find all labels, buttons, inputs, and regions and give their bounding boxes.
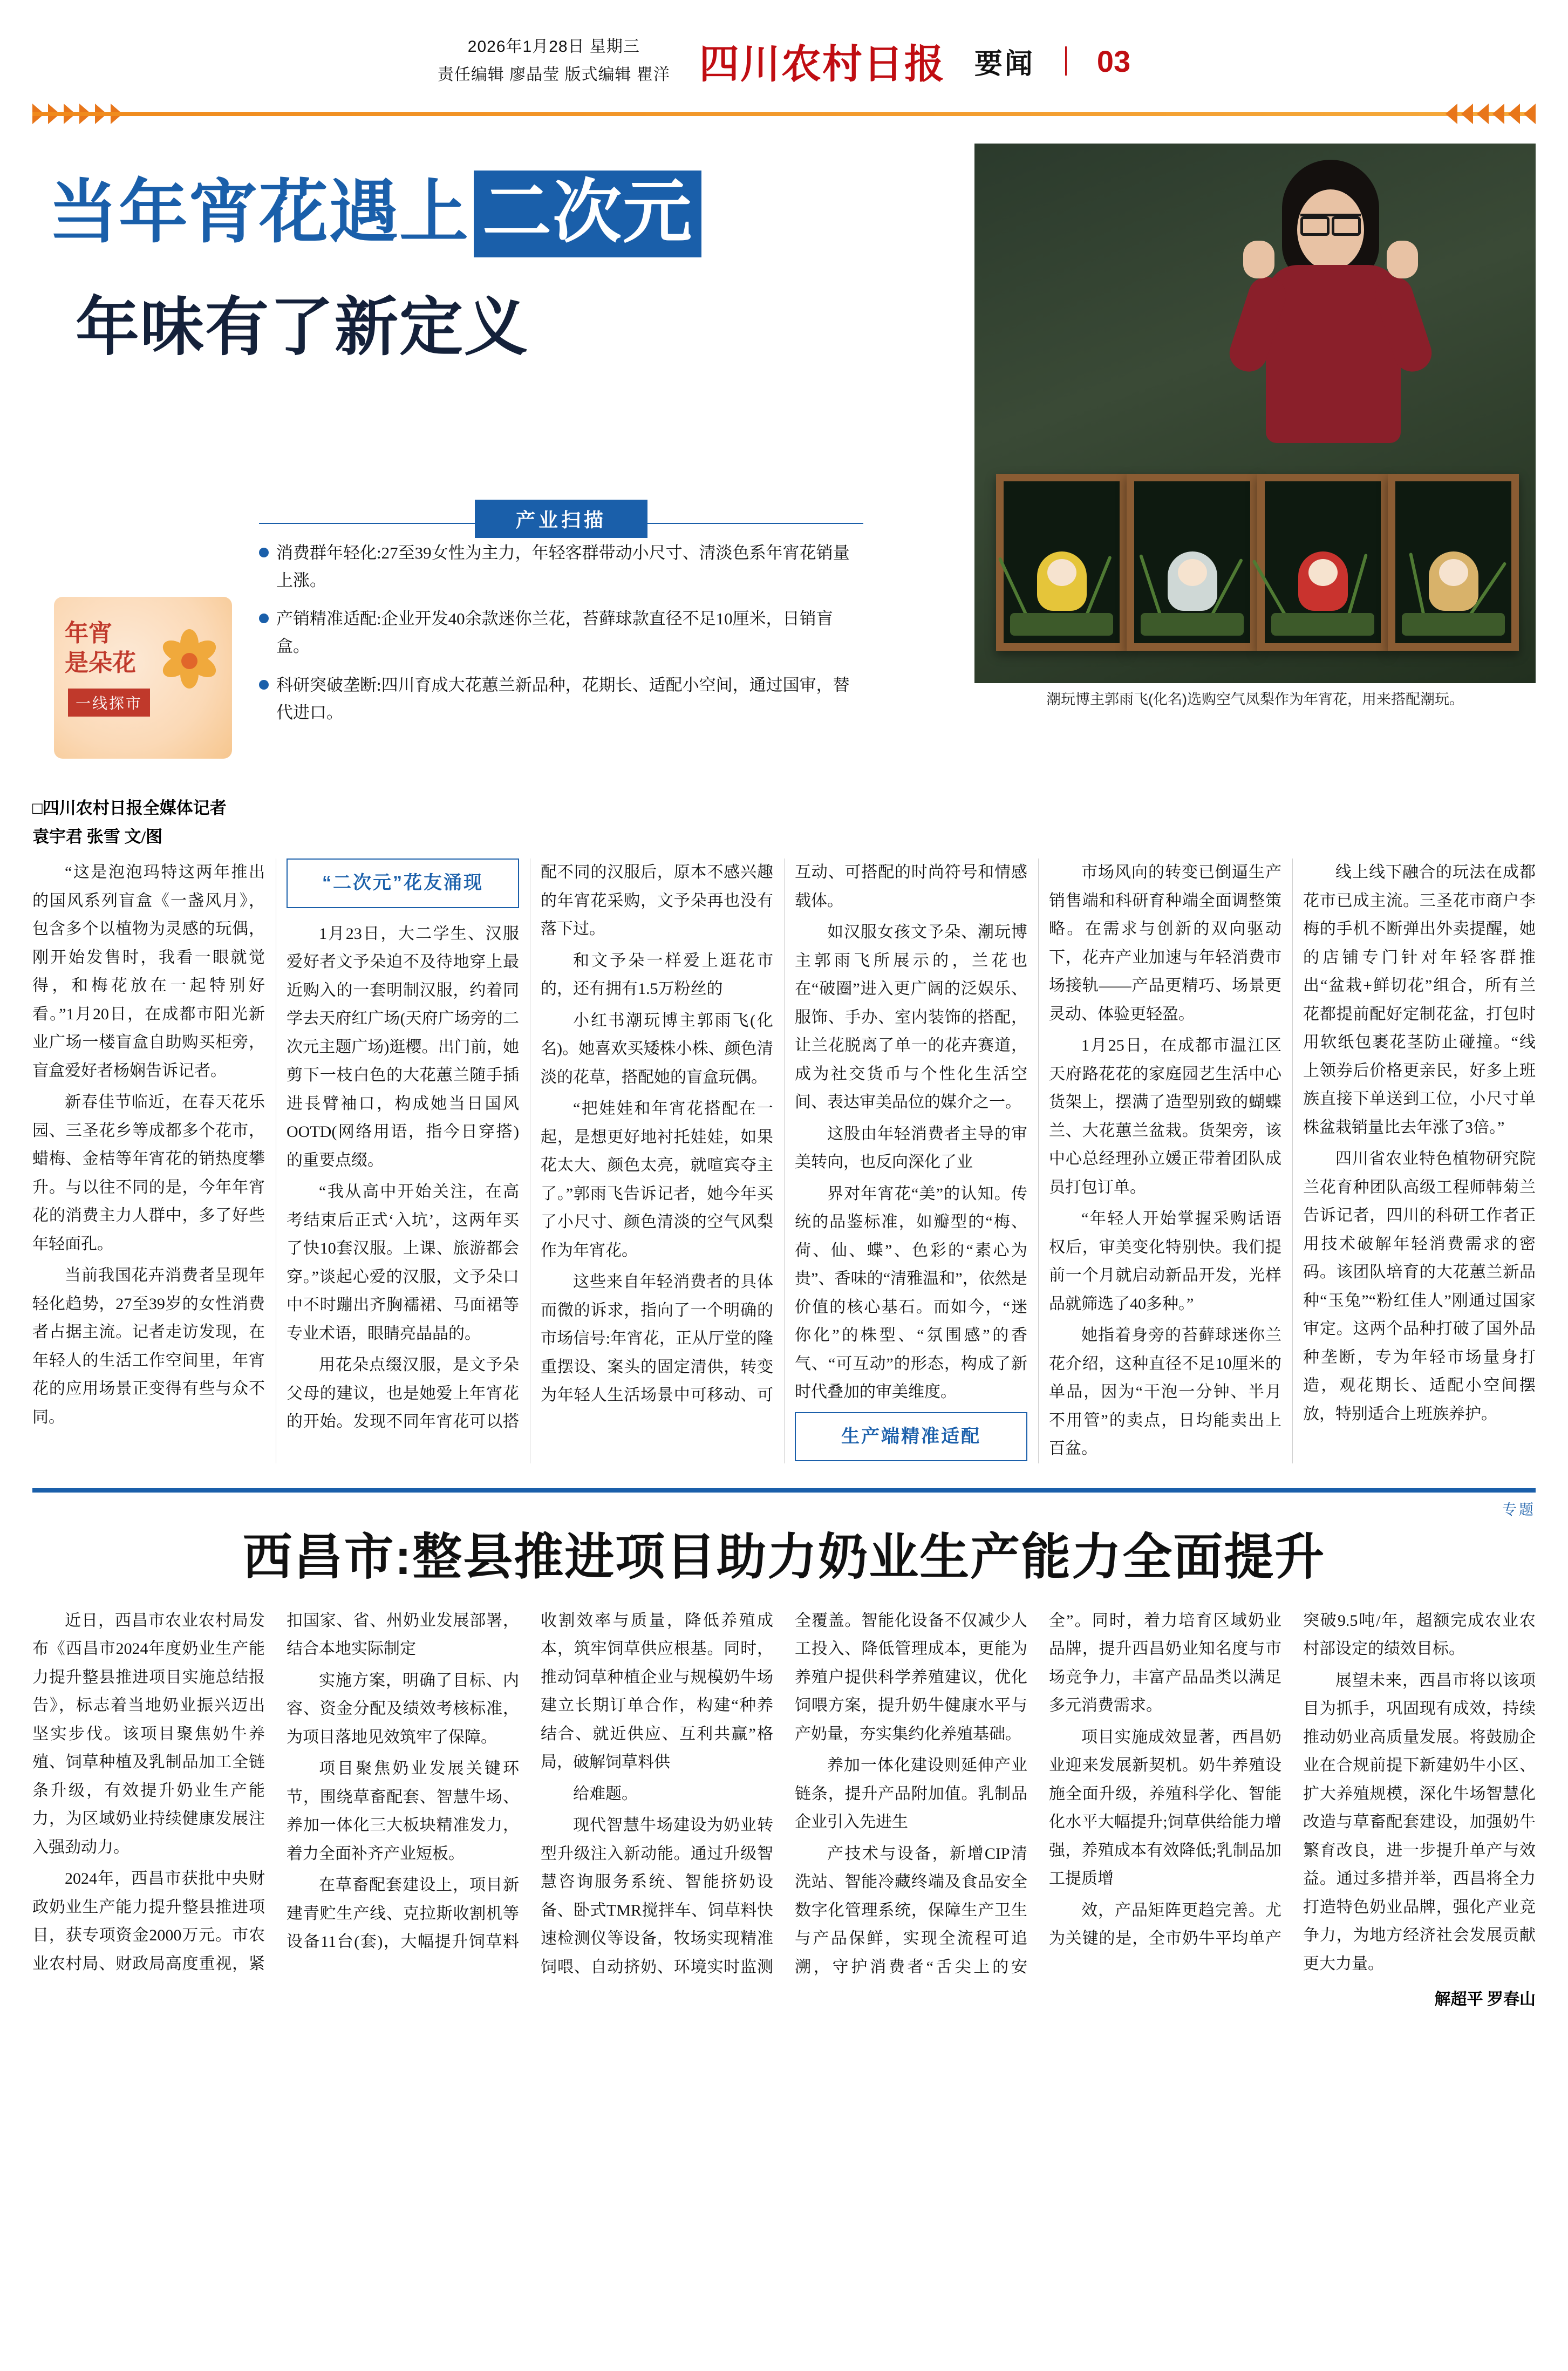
paragraph: 养加一体化建设则延伸产业链条，提升产品附加值。乳制品企业引入先进生	[795, 1756, 1027, 1831]
plant-frame	[1127, 474, 1258, 651]
headline-line-2: 年味有了新定义	[76, 292, 529, 364]
badge-title: 年宵 是朵花	[65, 620, 136, 676]
paragraph: 当前我国花卉消费者呈现年轻化趋势，27至39岁的女性消费者占据主流。记者走访发现，在年轻人的生活工作空间里，年宵花的应用场景正变得有些与众不同。	[32, 1266, 265, 1426]
paragraph: 线上线下融合的玩法在成都花市已成主流。三圣花市商户李梅的手机不断弹出外卖提醒，她的店铺专门针对年轻客群推出“盆栽+鲜切花”组合，所有兰花都提前配好定制花盆，打包时用软纸包裹花茎防止碰撞。“线上领券后价格更亲民，好多上班族直接下单送到工位，小尺寸单株盆栽销量比去年涨了3倍。”	[1303, 863, 1536, 1136]
paragraph: 产技术与设备，新增CIP清洗站、智能冷藏终端及食品安全数字化管理系统，保障生产卫生与产品保鲜，实现全流程可追溯，守护消费者“舌尖上的安全”。同时，着力培育区域奶业品牌，提升西昌奶业知名度与市场竞争力，丰富产品品类以满足多元消费需求。	[795, 1611, 1281, 1976]
paragraph: 实施方案，明确了目标、内容、资金分配及绩效考核标准，为项目落地见效筑牢了保障。	[287, 1671, 519, 1746]
person-figure	[1233, 160, 1428, 440]
paragraph: 用花朵点缀汉服，是文予朵父母的建议，也是她爱上年宵花的开始。发现不同年宵花可以搭配不同的汉服后，原本不感兴趣的年宵花采购，文予朵再也没有落下过。	[287, 863, 773, 1431]
paragraph: “这是泡泡玛特这两年推出的国风系列盲盒《一盏风月》，包含多个以植物为灵感的玩偶，刚开始发售时，我看一眼就觉得，和梅花放在一起特别好看。”1月20日，在成都市阳光新业广场一楼盲盒自助购买柜旁，盲盒爱好者杨娴告诉记者。	[32, 863, 265, 1080]
paragraph: 界对年宵花“美”的认知。传统的品鉴标准，如瓣型的“梅、荷、仙、蝶”、色彩的“素心为贵”、香味的“清雅温和”，依然是价值的核心基石。而如今，“迷你化”的株型、“氛围感”的香气、“可互动”的形态，构成了新时代叠加的审美维度。	[795, 1184, 1027, 1401]
plant-frame	[996, 474, 1127, 651]
list-item	[259, 671, 863, 726]
plant-frame	[1257, 474, 1388, 651]
byline	[32, 794, 1536, 851]
paragraph: 2024年，西昌市获批中央财政奶业生产能力提升整县推进项目，获专项资金2000万元。市农业农村局、财政局高度重视，紧扣国家、省、州奶业发展部署，结合本地实际制定	[32, 1611, 519, 1973]
paragraph: 和文予朵一样爱上逛花市的，还有拥有1.5万粉丝的	[541, 951, 773, 998]
paragraph: 四川省农业特色植物研究院兰花育种团队高级工程师韩菊兰告诉记者，四川的科研工作者正用技术破解年轻消费需求的密码。该团队培育的大花蕙兰新品种“玉兔”“粉红佳人”刚通过国家审定。这两个品种打破了国外品种垄断，专为年轻市场量身打造，观花期长、适配小空间摆放，特别适合上班族养护。	[1303, 1150, 1536, 1423]
section-divider	[1065, 46, 1067, 76]
article-subhead: “二次元”花友涌现	[287, 859, 519, 908]
headline-boxed: 二次元	[474, 171, 701, 257]
paragraph: “我从高中开始关注，在高考结束后正式‘入坑’，这两年买了快10套汉服。上课、旅游都会穿。”谈起心爱的汉服，文予朵口中不时蹦出齐胸襦裙、马面裙等专业术语，眼睛亮晶晶的。	[287, 1183, 519, 1343]
article-one-columns	[32, 859, 1536, 1463]
article-two-signature: 解超平 罗春山	[1434, 1991, 1536, 2009]
paragraph: 项目实施成效显著，西昌奶业迎来发展新契机。奶牛养殖设施全面升级，养殖科学化、智能化水平大幅提升;饲草供给能力增强，养殖成本有效降低;乳制品加工提质增	[1049, 1728, 1281, 1888]
paragraph: 展望未来，西昌市将以该项目为抓手，巩固现有成效，持续推动奶业高质量发展。将鼓励企业在合规前提下新建奶牛小区、扩大养殖规模，深化牛场智慧化改造与草畜配套建设，加强奶牛繁育改良，进一步提升单产与效益。通过多措并举，西昌将全力打造特色奶业品牌，强化产业竞争力，为地方经济社会发展贡献更大力量。	[1303, 1671, 1536, 1973]
paragraph: 效，产品矩阵更趋完善。尤为关键的是，全市奶牛平均单产突破9.5吨/年，超额完成农业农村部设定的绩效目标。	[1049, 1611, 1536, 1948]
paragraph: 1月23日，大二学生、汉服爱好者文予朵迫不及待地穿上最近购入的一套明制汉服，约着同学去天府红广场(天府广场旁的二次元主题广场)逛樱。出门前，她剪下一枝白色的大花蕙兰随手插进長臂袖口，构成她当日国风OOTD(网络用语，指今日穿搭)的重要点缀。	[287, 924, 519, 1169]
decorative-rule	[32, 104, 1536, 125]
headline-part-1: 当年宵花遇上	[49, 174, 470, 251]
plant-frame	[1388, 474, 1519, 651]
paragraph: 市场风向的转变已倒逼生产销售端和科研育种端全面调整策略。在需求与创新的双向驱动下，花卉产业加速与年轻消费市场接轨——产品更精巧、场景更灵动、体验更轻盈。	[1049, 863, 1281, 1023]
article-two-title: 西昌市:整县推进项目助力奶业生产能力全面提升	[242, 1529, 1326, 1585]
feature-badge	[54, 597, 232, 759]
article-subhead: 生产端精准适配	[795, 1412, 1027, 1462]
photo-caption: 潮玩博主郭雨飞(化名)选购空气凤梨作为年宵花，用来搭配潮玩。	[1046, 691, 1464, 707]
list-item	[259, 605, 863, 660]
byline-line-1: □四川农村日报全媒体记者	[32, 799, 227, 817]
paragraph: 她指着身旁的苔藓球迷你兰花介绍，这种直径不足10厘米的单品，因为“干泡一分钟、半月不用管”的卖点，日均能卖出上百盆。	[1049, 1326, 1281, 1458]
article-two-columns	[32, 1607, 1536, 1982]
paragraph: 小红书潮玩博主郭雨飞(化名)。她喜欢买矮株小株、颜色清淡的花草，搭配她的盲盒玩偶。	[541, 1011, 773, 1086]
chevron-right-icon	[1446, 104, 1536, 124]
paragraph: 现代智慧牛场建设为奶业转型升级注入新动能。通过升级智慧咨询服务系统、智能挤奶设备、卧式TMR搅拌车、饲草料快速检测仪等设备，牧场实现精准饲喂、自动挤奶、环境实时监测全覆盖。智能化设备不仅减少人工投入、降低管理成本，更能为养殖户提供科学养殖建议，优化饲喂方案，提升奶牛健康水平与产奶量，夯实集约化养殖基础。	[541, 1611, 1027, 1976]
hero-photo	[974, 144, 1536, 683]
paragraph: 这些来自年轻消费者的具体而微的诉求，指向了一个明确的市场信号:年宵花，正从厅堂的隆重摆设、案头的固定清供，转变为年轻人生活场景中可移动、可互动、可搭配的时尚符号和情感载体。	[541, 863, 1027, 1405]
paragraph: 新春佳节临近，在春天花乐园、三圣花乡等成都多个花市，蜡梅、金桔等年宵花的销热度攀升。与以往不同的是，今年年宵花的消费主力人群中，多了好些年轻面孔。	[32, 1093, 265, 1253]
scan-item-text: 消费群年轻化:27至39女性为主力，年轻客群带动小尺寸、清淡色系年宵花销量上涨。	[276, 543, 850, 590]
paragraph: 这股由年轻消费者主导的审美转向，也反向深化了业	[795, 1125, 1027, 1171]
list-item	[259, 539, 863, 594]
paragraph: “年轻人开始掌握采购话语权后，审美变化特别快。我们提前一个月就启动新品开发，光样品就筛选了40多种。”	[1049, 1210, 1281, 1313]
byline-line-2: 袁宇君 张雪 文/图	[32, 827, 163, 846]
scan-item-text: 科研突破垄断:四川育成大花蕙兰新品种，花期长、适配小空间，通过国审，替代进口。	[276, 675, 850, 722]
badge-subtitle: 一线探市	[68, 689, 150, 717]
editors-line: 责任编辑 廖晶莹 版式编辑 瞿洋	[437, 66, 670, 84]
scan-item-text: 产销精准适配:企业开发40余款迷你兰花，苔藓球款直径不足10厘米，日销盲盒。	[276, 609, 833, 656]
article-separator	[32, 1488, 1536, 1493]
paper-name: 四川农村日报	[699, 41, 945, 87]
paragraph: 在草畜配套建设上，项目新建青贮生产线、克拉斯收割机等设备11台(套)，大幅提升饲草料收割效率与质量，降低养殖成本，筑牢饲草供应根基。同时，推动饲草种植企业与规模奶牛场建立长期订单合作，构建“种养结合、就近供应、互利共赢”格局，破解饲草料供	[287, 1611, 773, 1951]
publication-date: 2026年1月28日 星期三	[467, 37, 640, 56]
hero-section	[32, 144, 1536, 764]
paragraph: 项目聚焦奶业发展关键环节，围绕草畜配套、智慧牛场、养加一体化三大板块精准发力，着力全面补齐产业短板。	[287, 1760, 519, 1863]
page-number: 03	[1096, 44, 1131, 78]
paragraph: 近日，西昌市农业农村局发布《西昌市2024年度奶业生产能力提升整县推进项目实施总结报告》，标志着当地奶业振兴迈出坚实步伐。该项目聚焦奶牛养殖、饲草种植及乳制品加工全链条升级，有效提升奶业生产能力，为区域奶业持续健康发展注入强劲动力。	[32, 1611, 265, 1856]
flower-icon	[160, 629, 219, 689]
bullet-icon	[259, 548, 269, 557]
paragraph: 1月25日，在成都市温江区天府路花花的家庭园艺生活中心货架上，摆满了造型别致的蝴蝶兰、大花蕙兰盆栽。货架旁，该中心总经理孙立媛正带着团队成员打包订单。	[1049, 1037, 1281, 1196]
article-one	[32, 786, 1536, 1463]
bullet-icon	[259, 680, 269, 690]
masthead	[0, 0, 1568, 99]
masthead-meta	[438, 35, 670, 88]
industry-scan-box	[259, 500, 863, 737]
paragraph: 给难题。	[573, 1784, 638, 1803]
rule-bar	[32, 112, 1536, 116]
topic-tag: 专题	[1502, 1501, 1536, 1518]
glasses-icon	[1300, 214, 1361, 230]
industry-scan-title: 产业扫描	[475, 500, 647, 538]
bullet-icon	[259, 614, 269, 623]
section-name: 要闻	[974, 48, 1035, 80]
paragraph: “把娃娃和年宵花搭配在一起，是想更好地衬托娃娃，如果花太大、颜色太亮，就喧宾夺主了。”郭雨飞告诉记者，她今年买了小尺寸、颜色清淡的空气风梨作为年宵花。	[541, 1100, 773, 1259]
hero-headline	[49, 171, 890, 367]
paragraph: 如汉服女孩文予朵、潮玩博主郭雨飞所展示的，兰花也在“破圈”进入更广阔的泛娱乐、服饰、手办、室内装饰的搭配，让兰花脱离了单一的花卉赛道，成为社交货币与个性化生活空间、表达审美品位的媒介之一。	[795, 923, 1027, 1112]
